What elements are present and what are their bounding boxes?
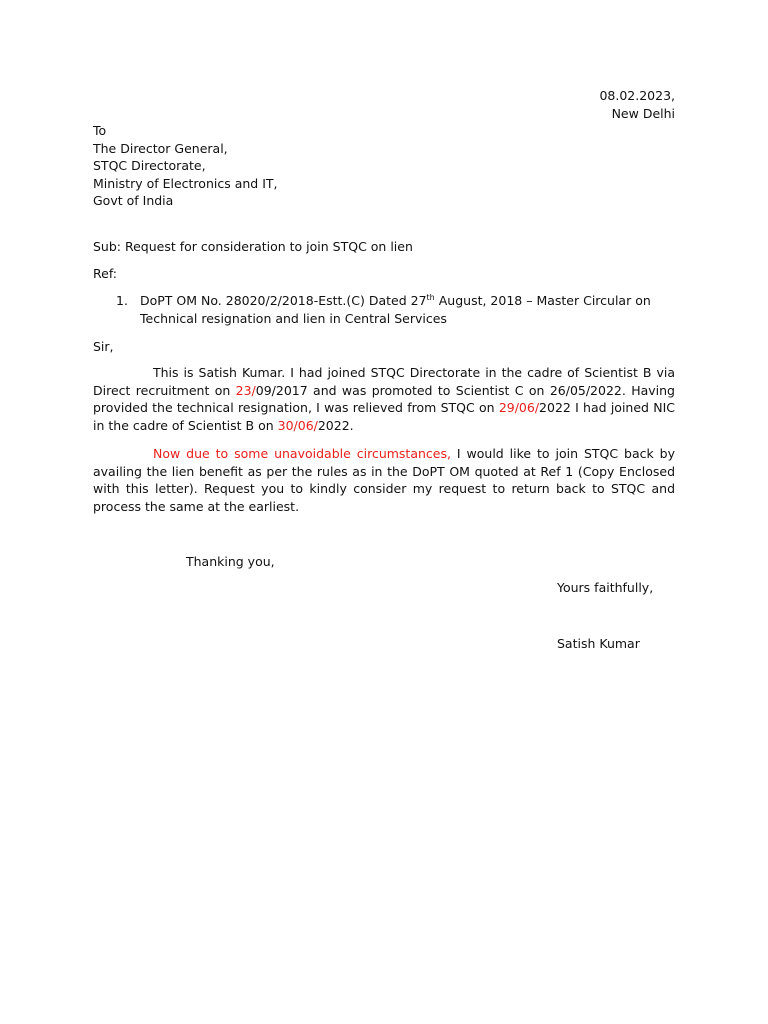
para1-text-1: This is Satish Kumar. I had joined STQC Directorate in the cadre of Scientist B via Direct recruitment on [93, 365, 675, 398]
address-to: To [93, 123, 107, 138]
letter-place: New Delhi [611, 105, 675, 121]
signature-name: Satish Kumar [557, 636, 640, 651]
address-line-3: Ministry of Electronics and IT, [93, 175, 278, 191]
ref-list-item [116, 292, 676, 327]
para1-red-date-1: 23/ [235, 382, 256, 398]
para2-text: I would like to join STQC back by availing the lien benefit as per the rules as in the DoPT OM quoted at Ref 1 (Copy Enclosed with this letter). Request you to kindly consider my request to return back to STQC and process the same at the earliest. [93, 446, 676, 514]
ref-text-part-2: August, 2018 – Master Circular on Technical resignation and lien in Central Services [140, 293, 651, 326]
recipient-address [93, 122, 278, 210]
ref-item-number: 1. [116, 293, 128, 308]
address-line-4: Govt of India [93, 193, 174, 208]
ref-item-text [140, 292, 676, 327]
address-line-1: The Director General, [93, 140, 228, 156]
yours-faithfully: Yours faithfully, [557, 580, 654, 595]
para1-text-3: 2022 I had joined NIC in the cadre of Scientist B on [93, 400, 675, 433]
para1-red-date-2: 29/06/ [498, 400, 540, 415]
para1-text-2: 09/2017 and was promoted to Scientist C on 26/05/2022. Having provided the technical resignation, I was relieved from STQC on [93, 382, 675, 415]
body-paragraph-1 [93, 364, 675, 434]
address-line-2: STQC Directorate, [93, 158, 206, 173]
para1-text-4: 2022. [317, 417, 354, 433]
subject-line: Sub: Request for consideration to join STQC on lien [93, 239, 413, 254]
ref-text-part-1: DoPT OM No. 28020/2/2018-Estt.(C) Dated 27 [140, 293, 427, 308]
body-paragraph-2 [93, 445, 675, 515]
ref-text-superscript: th [426, 292, 435, 302]
para2-red-text: Now due to some unavoidable circumstances, [153, 446, 451, 461]
ref-label: Ref: [93, 266, 117, 281]
salutation: Sir, [93, 339, 114, 354]
thanking-line: Thanking you, [186, 554, 275, 569]
para1-red-date-3: 30/06/ [277, 417, 318, 433]
date-block [599, 87, 675, 122]
letter-date: 08.02.2023, [599, 88, 675, 103]
